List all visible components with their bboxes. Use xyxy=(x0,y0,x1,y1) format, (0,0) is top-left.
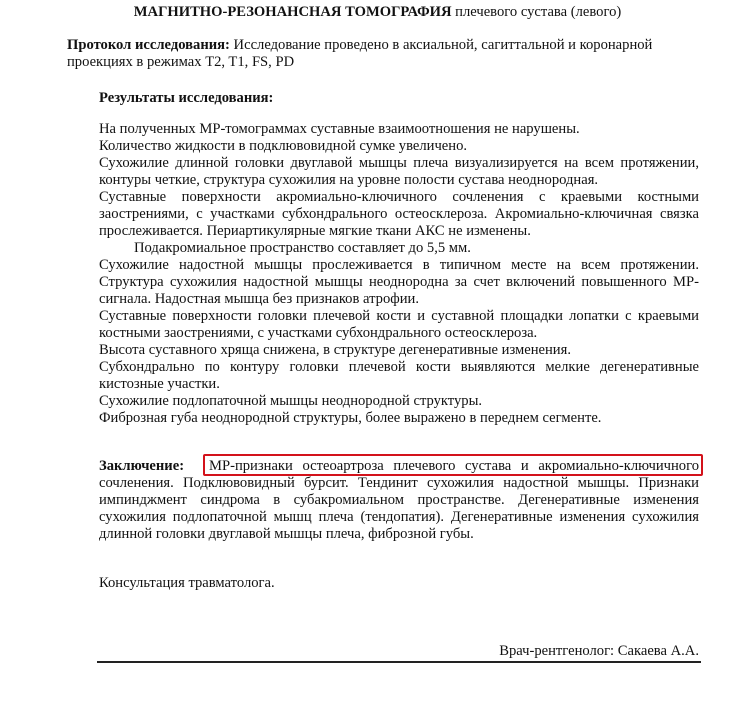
consultation-note: Консультация травматолога. xyxy=(99,575,275,591)
finding-line: Суставные поверхности головки плечевой кости и суставной площадки лопатки с краевыми костными заострениями, с участками субхондрального остеосклероза. xyxy=(99,308,699,341)
finding-line: Фиброзная губа неоднородной структуры, более выражено в переднем сегменте. xyxy=(99,410,602,426)
protocol-text: Исследование проведено в аксиальной, сагиттальной и коронарной проекциях в режимах T2, T1, FS, PD xyxy=(67,37,653,70)
finding-line: Сухожилие подлопаточной мышцы неоднородной структуры. xyxy=(99,393,483,409)
conclusion-text: МР-признаки остеоартроза плечевого сустава и акромиально-ключичного сочленения. Подклювовидный бурсит. Тендинит сухожилия надостной мышцы. Признаки импинджмент синдрома в субакромиальном пространстве. Дегенеративные изменения сухожилия подлопаточной мышц плеча (тендопатия). Дегенеративные изменения сухожилия длинной головки двуглавой мышцы плеча, фиброзной губы. xyxy=(99,458,699,542)
finding-line: Высота суставного хряща снижена, в структуре дегенеративные изменения. xyxy=(99,342,571,358)
finding-line: Суставные поверхности акромиально-ключичного сочленения с краевыми костными заострениями, с участками субхондрального остеосклероза. Акромиально-ключичная связка прослеживается. Периартикулярные мягкие ткани АКС не изменены. xyxy=(99,189,699,239)
title-rest: плечевого сустава (левого) xyxy=(451,4,622,20)
finding-line: На полученных МР-томограммах суставные взаимоотношения не нарушены. xyxy=(99,121,580,137)
finding-line: Сухожилие надостной мышцы прослеживается в типичном месте на всем протяжении. Структура сухожилия надостной мышцы неоднородна за счет включений повышенного МР-сигнала. Надостная мышца без признаков атрофии. xyxy=(99,257,699,307)
findings-list xyxy=(99,121,699,427)
finding-line: Сухожилие длинной головки двуглавой мышцы плеча визуализируется на всем протяжении, контуры четкие, структура сухожилия на уровне полости сустава неоднородная. xyxy=(99,155,699,188)
doctor-signature: Врач-рентгенолог: Сакаева А.А. xyxy=(499,643,699,659)
title-bold: МАГНИТНО-РЕЗОНАНСНАЯ ТОМОГРАФИЯ xyxy=(133,4,452,20)
results-heading: Результаты исследования: xyxy=(99,90,274,106)
finding-line: Субхондрально по контуру головки плечевой кости выявляются мелкие дегенеративные кистозные участки. xyxy=(99,359,699,392)
document-title xyxy=(0,2,755,22)
protocol-label: Протокол исследования: xyxy=(67,37,230,53)
protocol-paragraph xyxy=(67,37,701,71)
conclusion-label: Заключение: xyxy=(99,458,185,474)
finding-line: Количество жидкости в подклювовидной сумке увеличено. xyxy=(99,138,468,154)
highlight-annotation-box xyxy=(203,454,703,476)
finding-line: Подакромиальное пространство составляет до 5,5 мм. xyxy=(134,240,471,256)
signature-line xyxy=(97,661,701,663)
